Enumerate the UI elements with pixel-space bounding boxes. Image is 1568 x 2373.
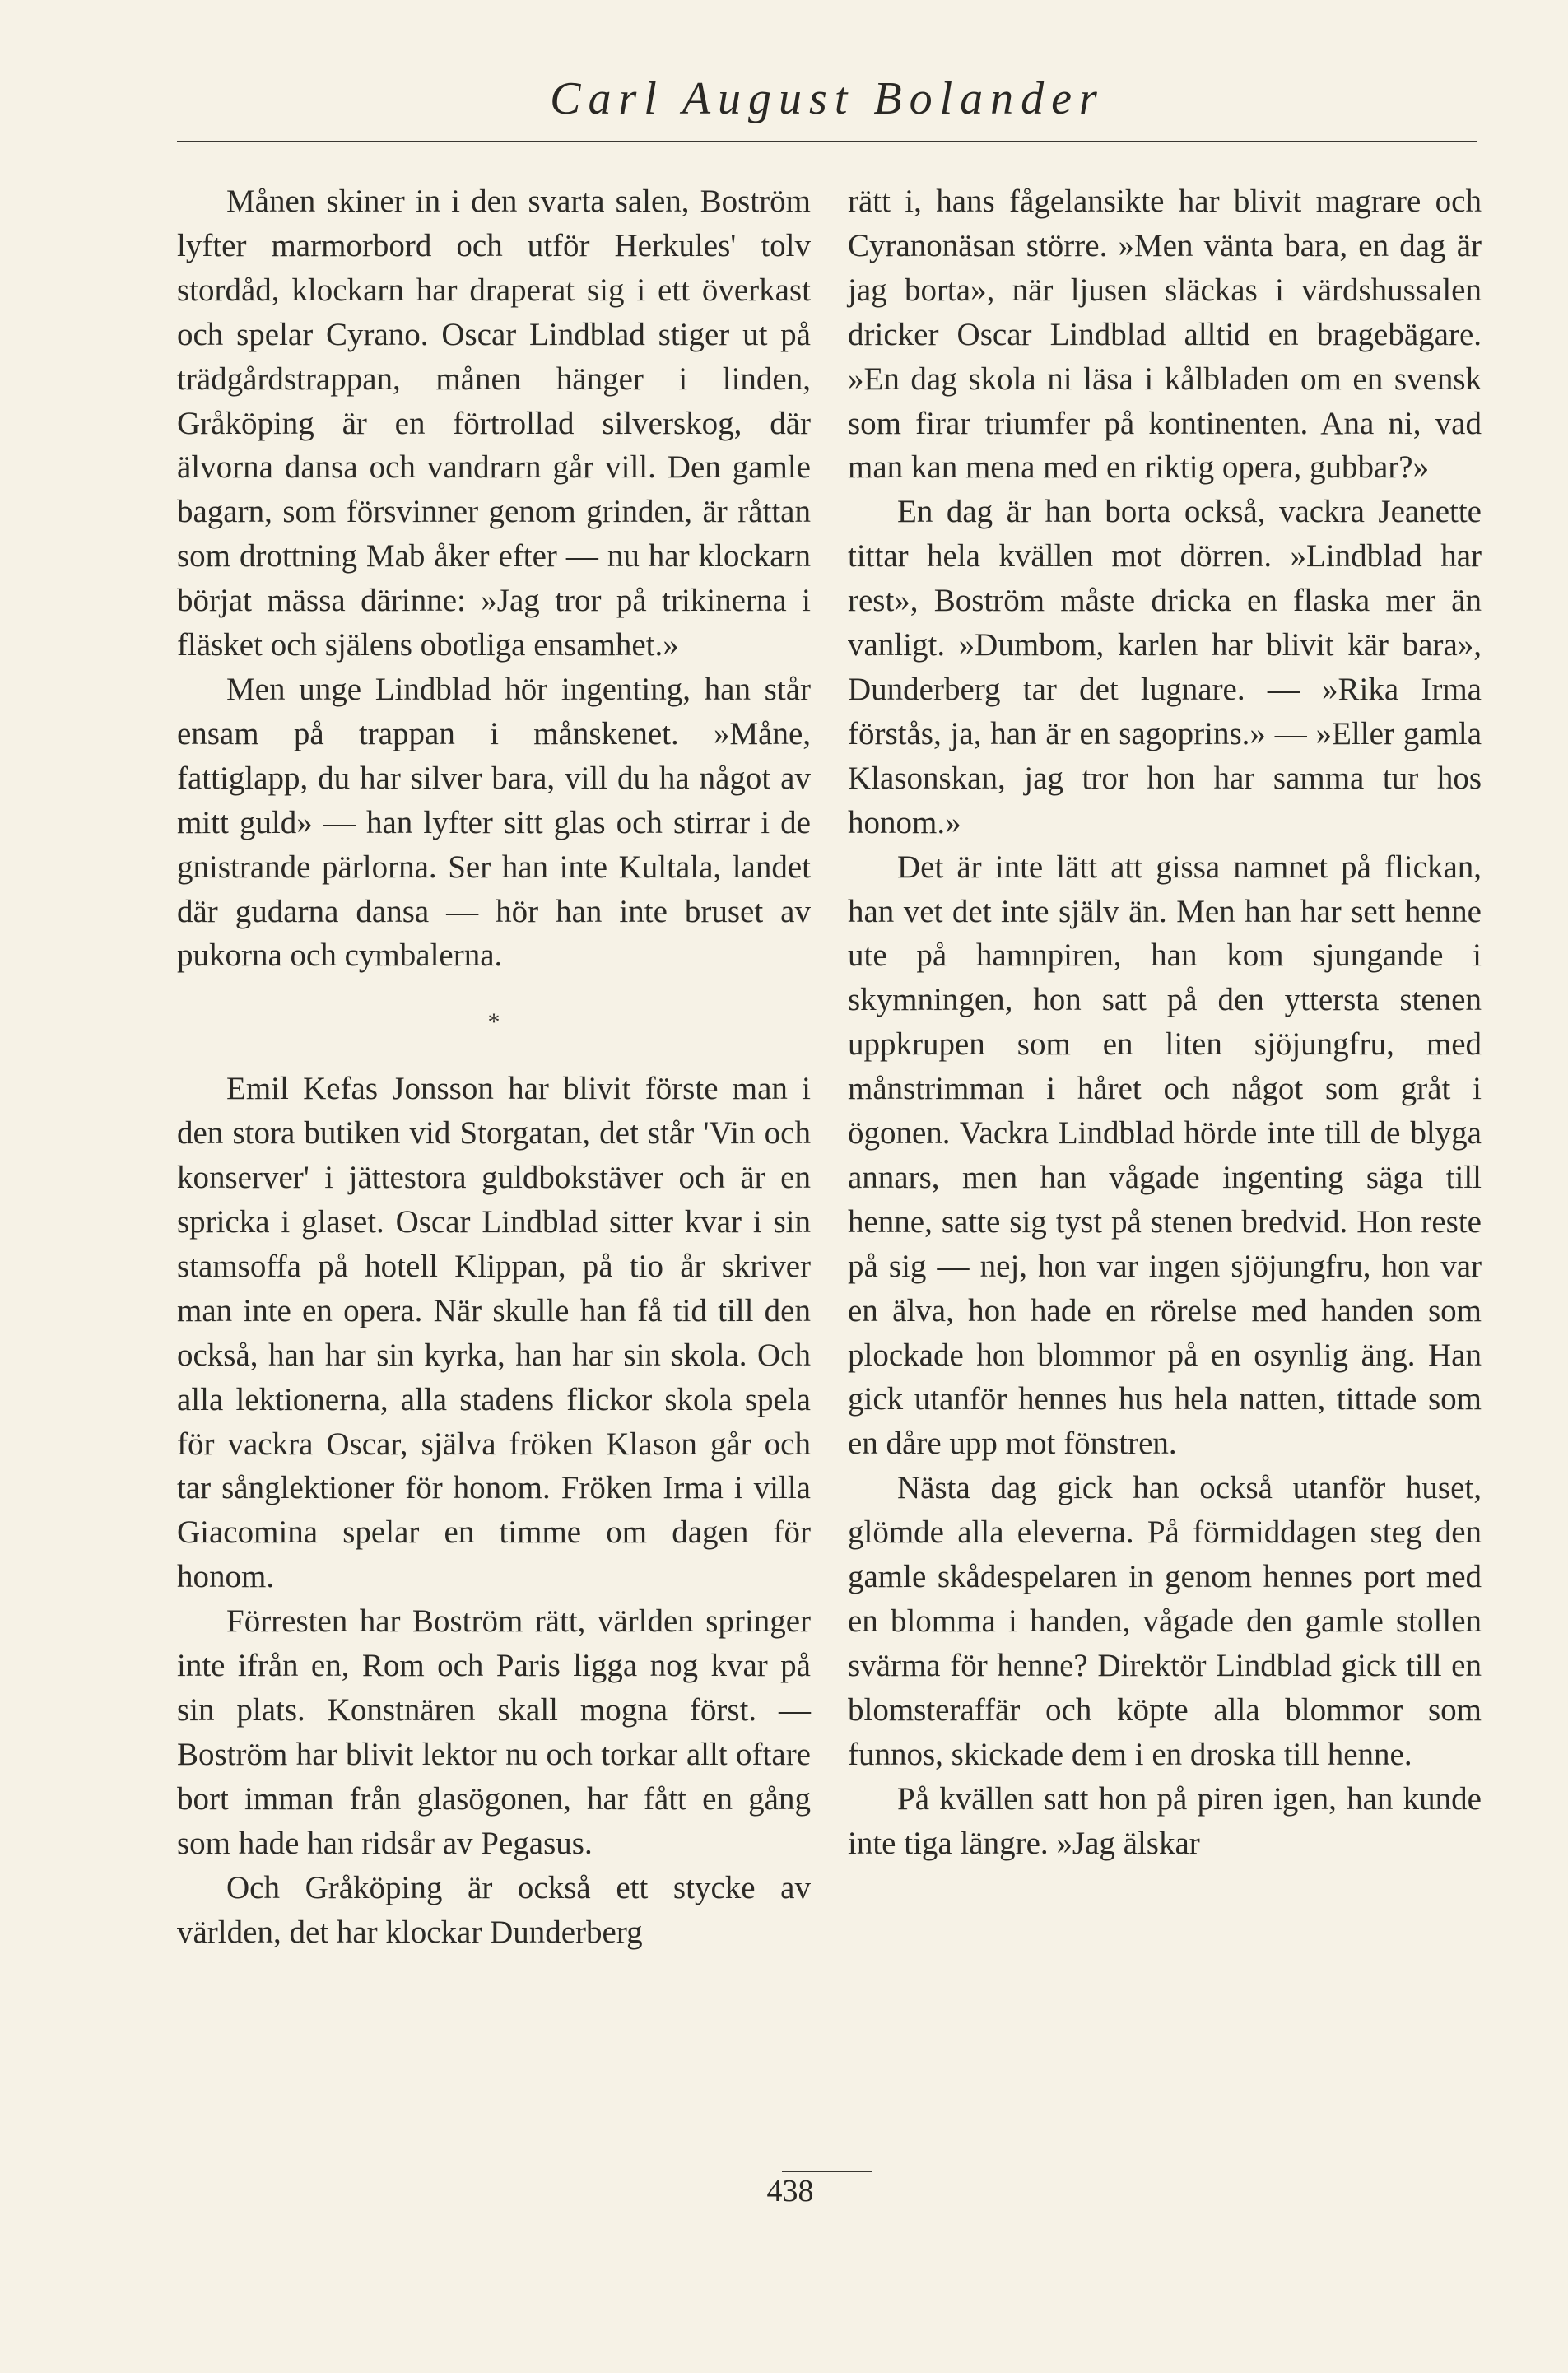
header-rule: [177, 141, 1477, 142]
paragraph: En dag är han borta också, vackra Jeanette tittar hela kvällen mot dörren. »Lindblad har rest», Boström måste dricka en flaska mer än vanligt. »Dumbom, karlen har blivit kär bara», Dunderberg tar det lugnare. — »Rika Irma förstås, ja, han är en sagoprins.» — »Eller gamla Klasonskan, jag tror hon har samma tur hos honom.»: [848, 494, 1482, 840]
paragraph: Emil Kefas Jonsson har blivit förste man i den stora butiken vid Storgatan, det står 'Vin och konserver' i jättestora guldbokstäver och är en spricka i glaset. Oscar Lindblad sitter kvar i sin stamsoffa på hotell Klippan, på tio år skriver man inte en opera. När skulle han få tid till den också, han har sin kyrka, han har sin skola. Och alla lektionerna, alla stadens flickor skola spela för vackra Oscar, själva fröken Klason går och tar sånglektioner för honom. Fröken Irma i villa Giacomina spelar en timme om dagen för honom.: [177, 1071, 811, 1595]
left-column: [177, 179, 811, 1954]
paragraph: Förresten har Boström rätt, världen springer inte ifrån en, Rom och Paris ligga nog kvar på sin plats. Konstnären skall mogna först. — Boström har blivit lektor nu och torkar allt oftare bort imman från glasögonen, har fått en gång som hade han ridsår av Pegasus.: [177, 1603, 811, 1861]
running-head-author: Carl August Bolander: [550, 73, 1105, 124]
paragraph: Det är inte lätt att gissa namnet på flickan, han vet det inte själv än. Men han har sett henne ute på hamnpiren, han kom sjungande i skymningen, hon satt på den yttersta stenen uppkrupen som en liten sjöjungfru, med månstrimman i håret och något som gråt i ögonen. Vackra Lindblad hörde inte till de blyga annars, men han vågade ingenting säga till henne, satte sig tyst på stenen bredvid. Hon reste på sig — nej, hon var ingen sjöjungfru, hon var en älva, hon hade en rörelse med handen som plockade hon blommor på en osynlig äng. Han gick utanför hennes hus hela natten, tittade som en dåre upp mot fönstren.: [848, 849, 1482, 1462]
paragraph: Och Gråköping är också ett stycke av världen, det har klockar Dunderberg: [177, 1869, 811, 1950]
paragraph: På kvällen satt hon på piren igen, han kunde inte tiga längre. »Jag älskar: [848, 1780, 1482, 1861]
right-column: [848, 179, 1482, 1865]
footer-rule: [782, 2171, 872, 2172]
paragraph: Månen skiner in i den svarta salen, Boström lyfter marmorbord och utför Herkules' tolv stordåd, klockarn har draperat sig i ett överkast och spelar Cyrano. Oscar Lindblad stiger ut på trädgårdstrappan, månen hänger i linden, Gråköping är en förtrollad silverskog, där älvorna dansa och vandrarn går vill. Den gamle bagarn, som försvinner genom grinden, är råttan som drottning Mab åker efter — nu har klockarn börjat mässa därinne: »Jag tror på trikinerna i fläsket och själens obotliga ensamhet.»: [177, 184, 811, 663]
paragraph: rätt i, hans fågelansikte har blivit magrare och Cyranonäsan större. »Men vänta bara, en dag är jag borta», när ljusen släckas i värdshussalen dricker Oscar Lindblad alltid en bragebägare. »En dag skola ni läsa i kålbladen om en svensk som firar triumfer på kontinenten. Ana ni, vad man kan mena med en riktig opera, gubbar?»: [848, 184, 1482, 486]
paragraph: Men unge Lindblad hör ingenting, han står ensam på trappan i månskenet. »Måne, fattiglapp, du har silver bara, vill du ha något av mitt guld» — han lyfter sitt glas och stirrar i de gnistrande pärlorna. Ser han inte Kultala, landet där gudarna dansa — hör han inte bruset av pukorna och cymbalerna.: [177, 671, 811, 974]
section-asterism: *: [487, 1008, 500, 1036]
paragraph: Nästa dag gick han också utanför huset, glömde alla eleverna. På förmiddagen steg den gamle skådespelaren in genom hennes port med en blomma i handen, vågade den gamle stollen svärma för henne? Direktör Lindblad gick till en blomsteraffär och köpte alla blommor som funnos, skickade dem i en droska till henne.: [848, 1470, 1482, 1772]
page-number: 438: [766, 2174, 814, 2208]
